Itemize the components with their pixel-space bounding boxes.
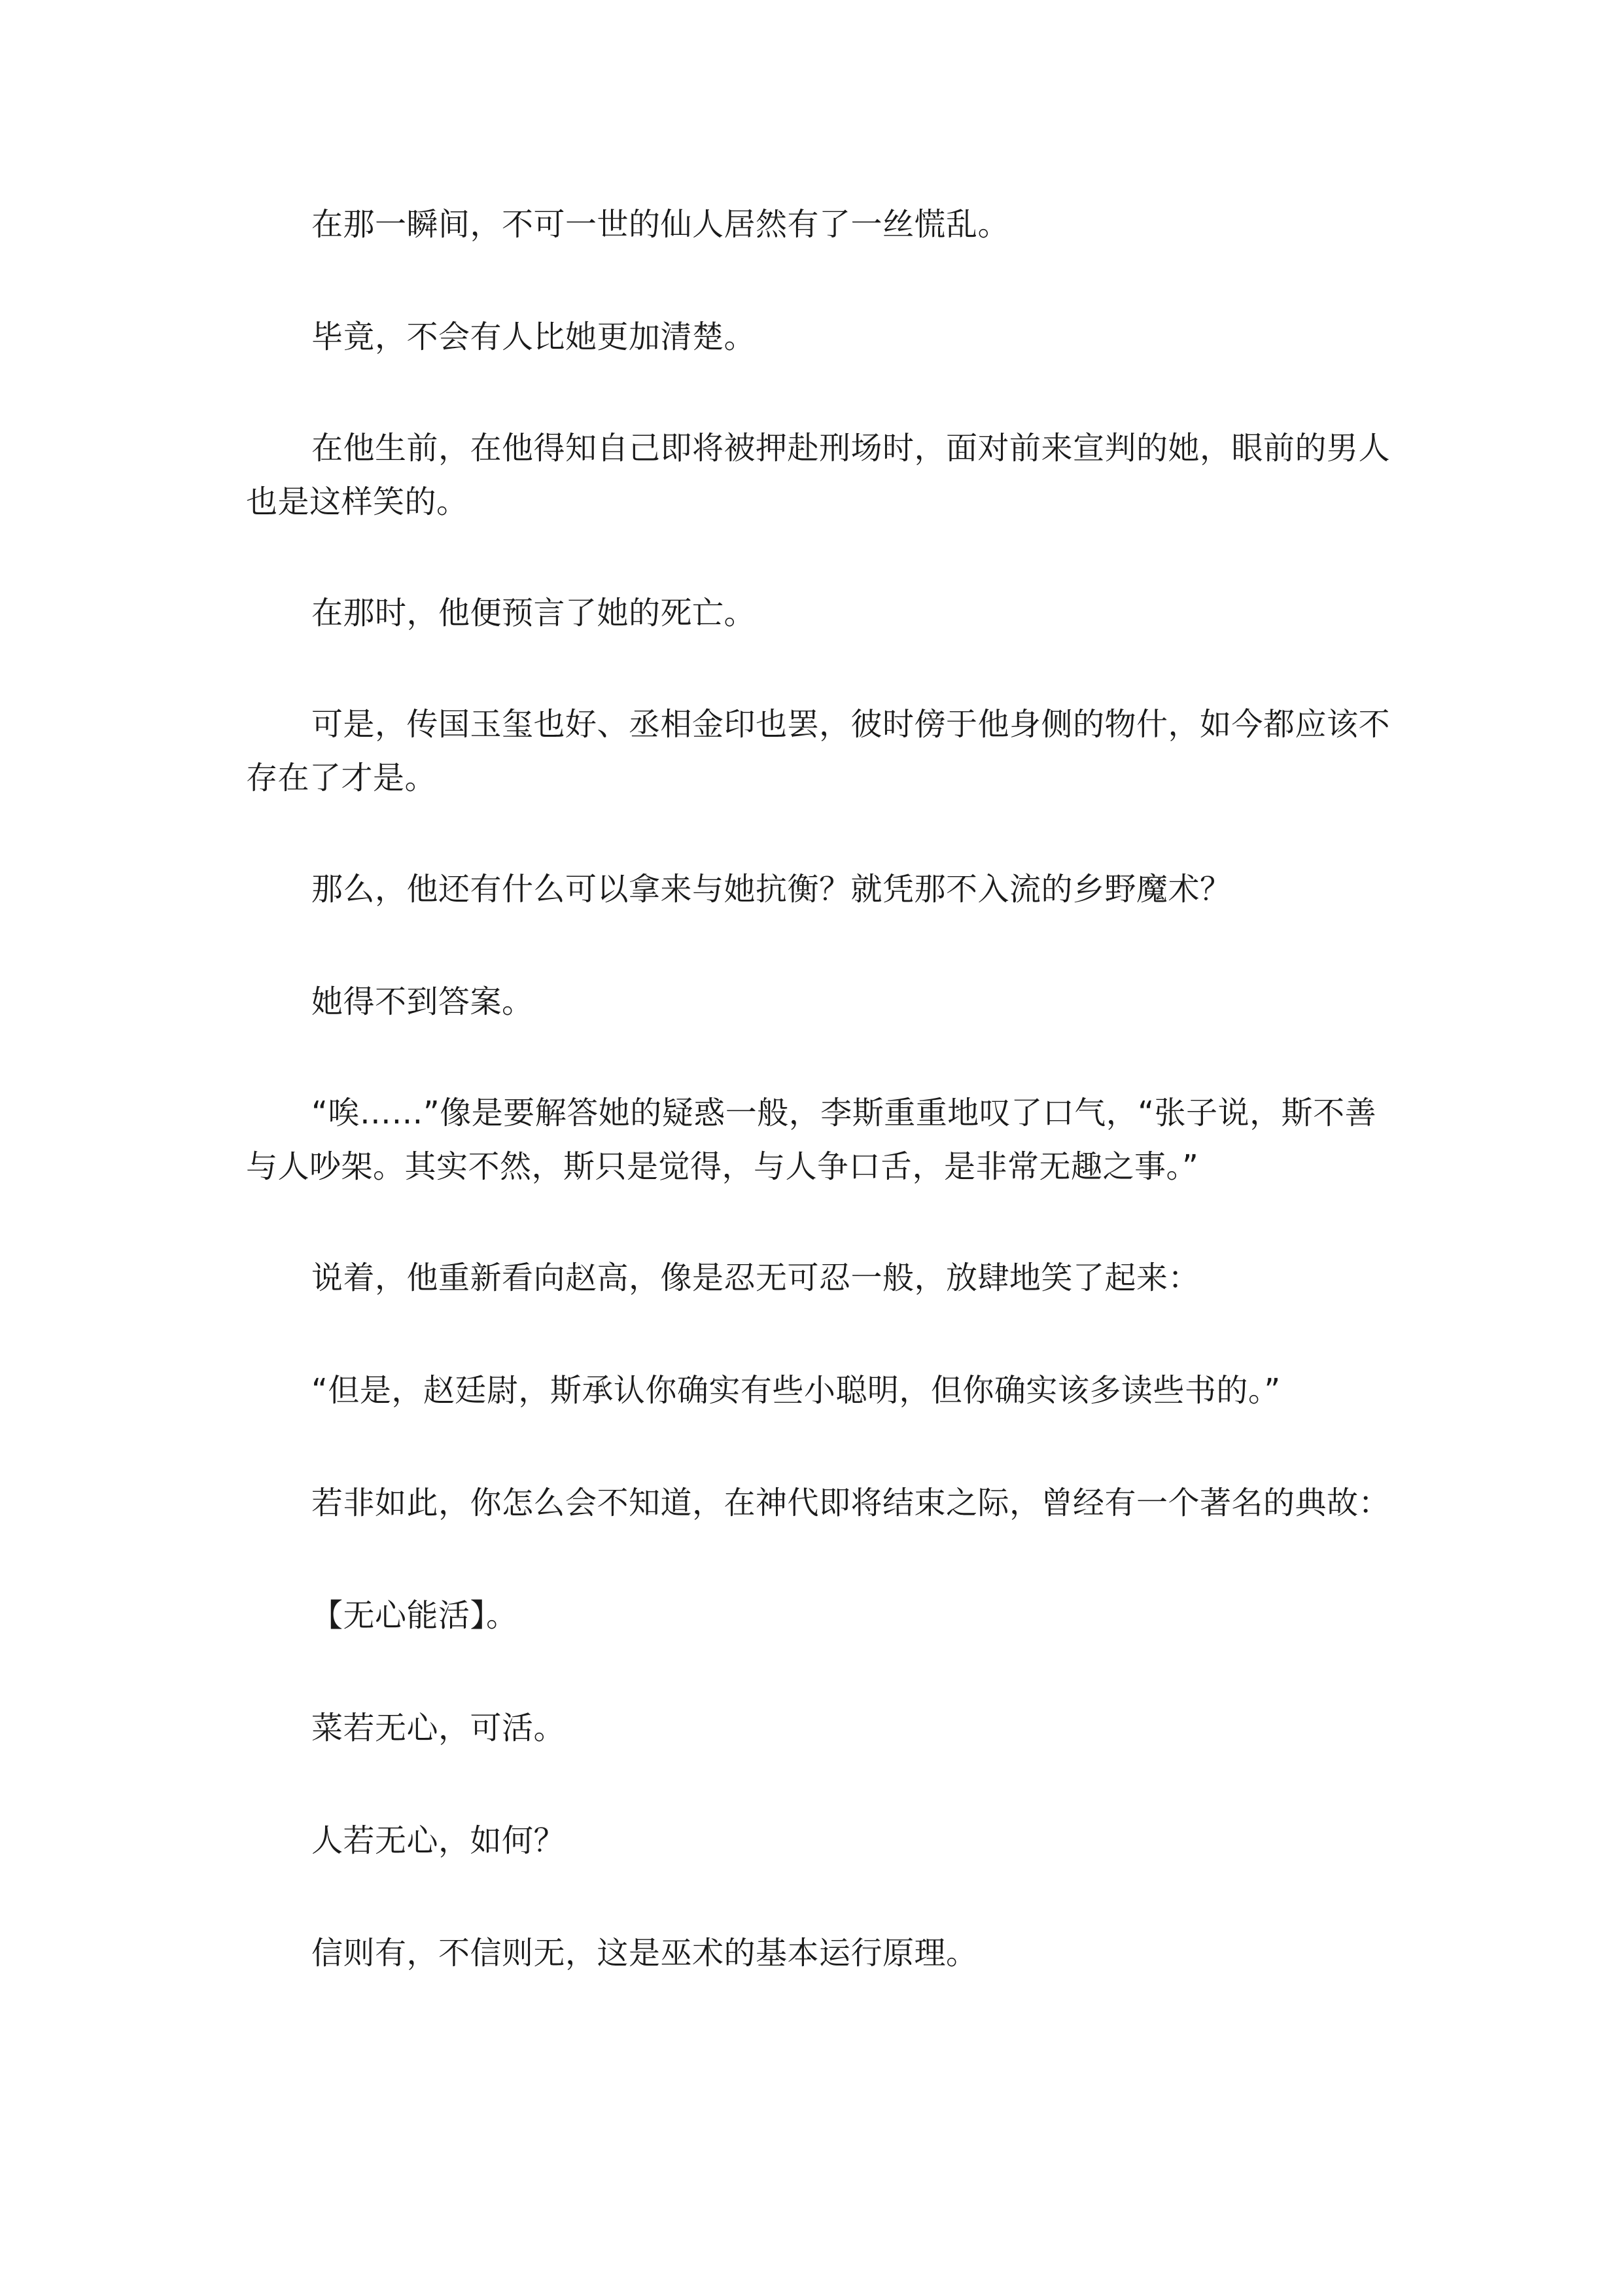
paragraph: 【无心能活】。 [311,1597,518,1634]
paragraph: 在那时，他便预言了她的死亡。 [311,595,756,631]
paragraph: 在那一瞬间，不可一世的仙人居然有了一丝慌乱。 [311,206,1010,243]
paragraph: 人若无心，如何？ [311,1822,566,1859]
paragraph: 信则有，不信则无，这是巫术的基本运行原理。 [311,1935,978,1971]
paragraph: 可是，传国玉玺也好、丞相金印也罢，彼时傍于他身侧的物什，如今都应该不存在了才是。 [246,706,1391,796]
text-body [246,196,1397,1981]
paragraph: 若非如此，你怎么会不知道，在神代即将结束之际，曾经有一个著名的典故： [311,1485,1391,1521]
paragraph: 在他生前，在他得知自己即将被押赴刑场时，面对前来宣判的她，眼前的男人也是这样笑的。 [246,430,1391,520]
paragraph: 她得不到答案。 [311,983,534,1020]
paragraph: 菜若无心，可活。 [311,1710,566,1746]
paragraph: 毕竟，不会有人比她更加清楚。 [311,319,756,355]
paragraph: 说着，他重新看向赵高，像是忍无可忍一般，放肆地笑了起来： [311,1260,1200,1296]
paragraph: 那么，他还有什么可以拿来与她抗衡？就凭那不入流的乡野魔术？ [311,871,1232,908]
paragraph: “但是，赵廷尉，斯承认你确实有些小聪明，但你确实该多读些书的。” [311,1372,1281,1409]
paragraph: “唉……”像是要解答她的疑惑一般，李斯重重地叹了口气，“张子说，斯不善与人吵架。其实不然，斯只是觉得，与人争口舌，是非常无趣之事。” [246,1095,1377,1185]
